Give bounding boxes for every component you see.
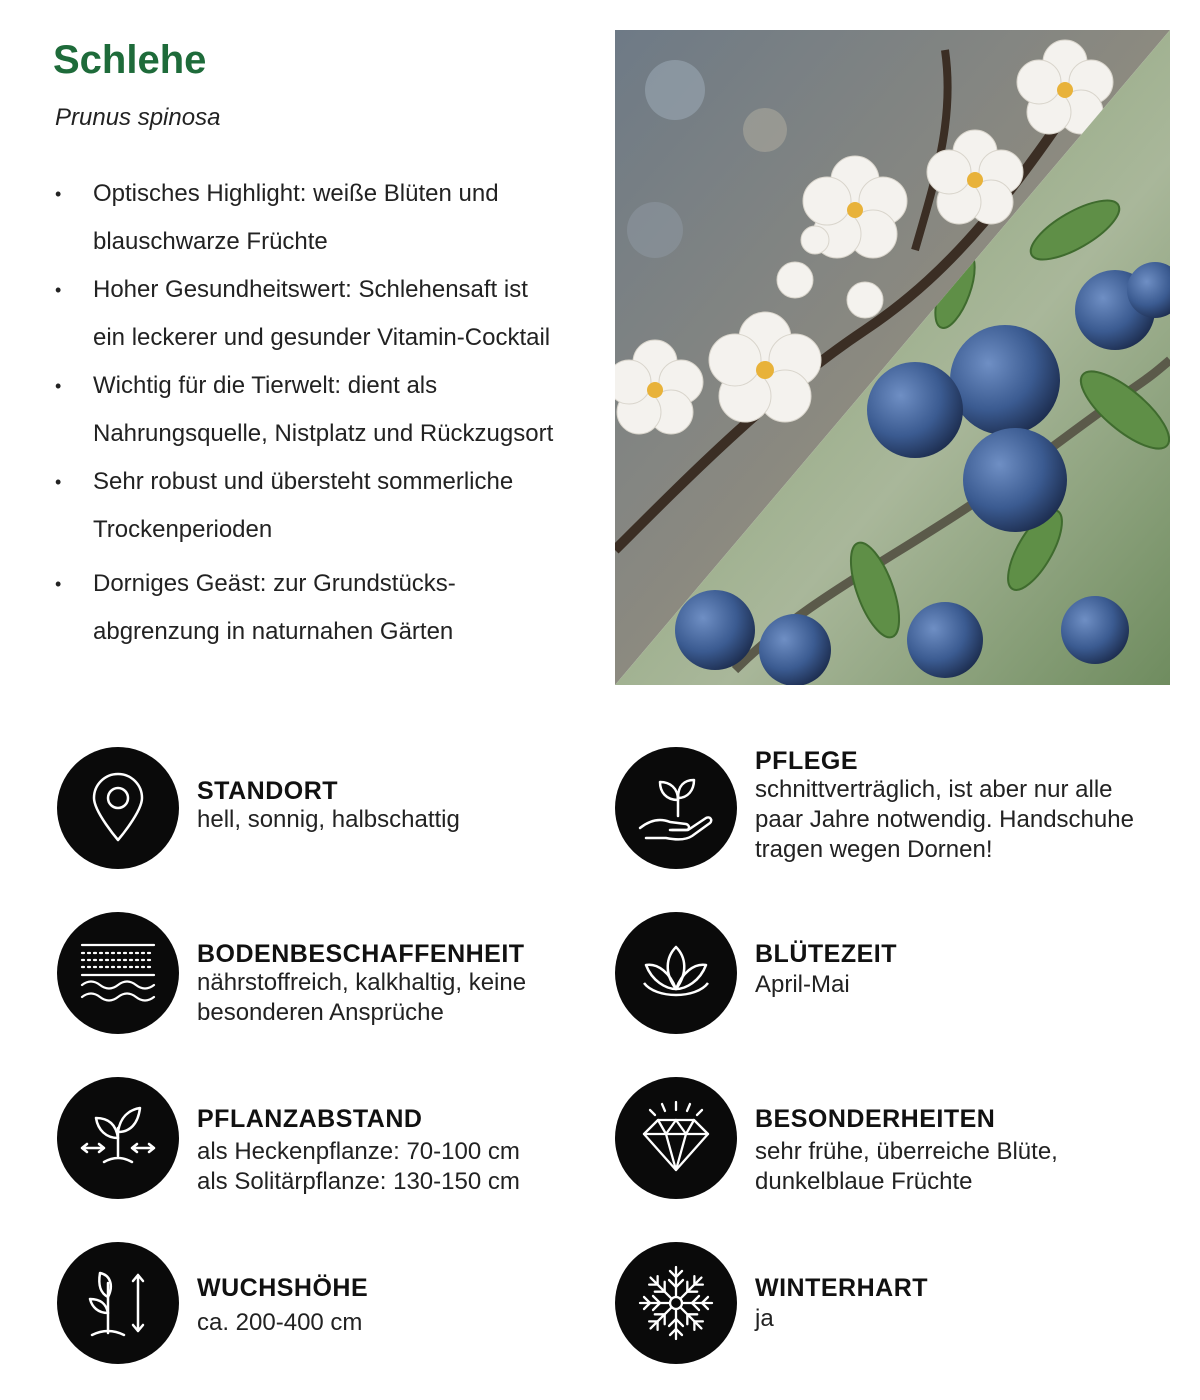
seedling-spacing-icon: [57, 1077, 179, 1199]
soil-layers-icon: [57, 912, 179, 1034]
fact-label: WUCHSHÖHE: [197, 1274, 369, 1302]
product-photo: [615, 30, 1170, 685]
fact-value: sehr frühe, überreiche Blüte, dunkelblaue Früchte: [755, 1138, 1058, 1195]
fact-value: ja: [755, 1305, 774, 1332]
fact-value: hell, sonnig, halbschattig: [197, 806, 460, 833]
bullet-icon: •: [55, 376, 62, 396]
bullet-icon: •: [55, 574, 62, 594]
fact-value: schnittverträglich, ist aber nur alle paar Jahre notwendig. Handschuhe tragen wegen Dornen!: [755, 776, 1134, 863]
location-pin-icon: [57, 747, 179, 869]
list-item: • Optisches Highlight: weiße Blüten und blauschwarze Früchte: [55, 170, 600, 266]
fact-label: PFLEGE: [755, 747, 859, 775]
fact-label: STANDORT: [197, 777, 339, 805]
fact-value: als Heckenpflanze: 70-100 cm als Solitärpflanze: 130-150 cm: [197, 1138, 520, 1195]
latin-name: Prunus spinosa: [55, 104, 221, 131]
fact-value: ca. 200-400 cm: [197, 1309, 363, 1336]
fact-value: nährstoffreich, kalkhaltig, keine besonderen Ansprüche: [197, 969, 527, 1026]
bullet-icon: •: [55, 472, 62, 492]
lotus-flower-icon: [615, 912, 737, 1034]
bullet-icon: •: [55, 184, 62, 204]
list-item: • Sehr robust und übersteht sommerliche Trockenperioden: [55, 458, 600, 554]
plant-height-icon: [57, 1242, 179, 1364]
list-item: • Dorniges Geäst: zur Grundstücks- abgrenzung in naturnahen Gärten: [55, 560, 600, 656]
fact-value: April-Mai: [755, 971, 850, 998]
bullet-icon: •: [55, 280, 62, 300]
fact-label: BESONDERHEITEN: [755, 1105, 996, 1133]
fact-label: BODENBESCHAFFENHEIT: [197, 940, 525, 968]
page-title: Schlehe: [53, 38, 207, 82]
plant-in-hand-icon: [615, 747, 737, 869]
fact-label: WINTERHART: [755, 1274, 929, 1302]
fact-label: BLÜTEZEIT: [755, 940, 897, 968]
feature-list: [55, 170, 600, 656]
fact-label: PFLANZABSTAND: [197, 1105, 423, 1133]
diamond-icon: [615, 1077, 737, 1199]
list-item: • Hoher Gesundheitswert: Schlehensaft ist ein leckerer und gesunder Vitamin-Cocktail: [55, 266, 600, 362]
snowflake-icon: [615, 1242, 737, 1364]
list-item: • Wichtig für die Tierwelt: dient als Nahrungsquelle, Nistplatz und Rückzugsort: [55, 362, 600, 458]
